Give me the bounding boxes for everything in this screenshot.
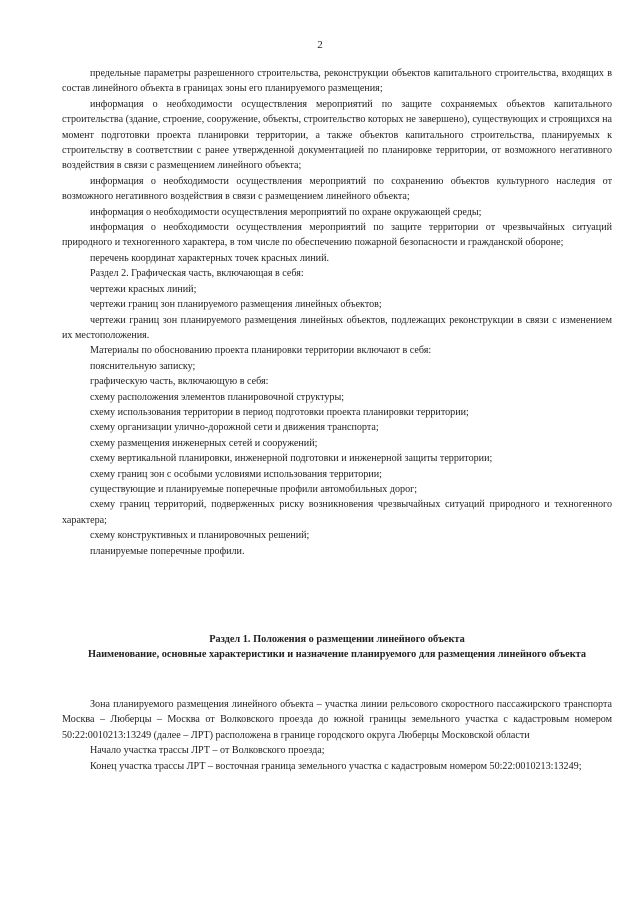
- paragraph: схему границ территорий, подверженных риску возникновения чрезвычайных ситуаций природного и техногенного характера;: [62, 499, 612, 526]
- page-number: 2: [317, 39, 323, 51]
- paragraph: чертежи красных линий;: [90, 283, 197, 295]
- paragraph: чертежи границ зон планируемого размещения линейных объектов, подлежащих реконструкции в связи с изменением их местоположения.: [62, 314, 612, 341]
- paragraph: Раздел 2. Графическая часть, включающая в себя:: [90, 268, 304, 280]
- paragraph: схему организации улично-дорожной сети и движения транспорта;: [90, 422, 379, 434]
- paragraph: графическую часть, включающую в себя:: [90, 376, 269, 388]
- paragraph: схему расположения элементов планировочной структуры;: [90, 391, 345, 403]
- paragraph: пояснительную записку;: [90, 360, 196, 372]
- section-heading: [62, 632, 612, 663]
- paragraph: информация о необходимости осуществления мероприятий по защите сохраняемых объектов капитального строительства (здание, строение, сооружение, объекты, строительство которых не завершено), существующих и строящихся на момент подготовки проекта планировки территории, а также объектов капитального строительства, планируемых к строительству в соответствии с ранее утвержденной документацией по планировке территории, от возможного негативного воздействия в связи с размещением линейного объекта;: [62, 98, 612, 172]
- paragraph: перечень координат характерных точек красных линий.: [90, 252, 329, 264]
- paragraph: планируемые поперечные профили.: [90, 545, 245, 557]
- paragraph: схему вертикальной планировки, инженерной подготовки и инженерной защиты территории;: [90, 453, 493, 465]
- paragraph: Материалы по обоснованию проекта планировки территории включают в себя:: [90, 345, 432, 357]
- paragraph: информация о необходимости осуществления мероприятий по сохранению объектов культурного наследия от возможного негативного воздействия в связи с размещением линейного объекта;: [62, 175, 612, 203]
- paragraph: Конец участка трассы ЛРТ – восточная граница земельного участка с кадастровым номером 50:22:0010213:13249;: [90, 760, 582, 772]
- paragraph: информация о необходимости осуществления мероприятий по защите территории от чрезвычайных ситуаций природного и техногенного характера, в том числе по обеспечению пожарной безопасности и гражданской обороне;: [62, 222, 612, 249]
- paragraph: информация о необходимости осуществления мероприятий по охране окружающей среды;: [90, 206, 482, 218]
- section-body-text: [62, 697, 612, 774]
- paragraph: схему использования территории в период подготовки проекта планировки территории;: [90, 406, 469, 418]
- paragraph: Начало участка трассы ЛРТ – от Волковского проезда;: [90, 745, 325, 757]
- paragraph: Зона планируемого размещения линейного объекта – участка линии рельсового скоростного пассажирского транспорта Москва – Люберцы – Москва от Волковского проезда до южной границы земельного участка с кадастровым номером 50:22:0010213:13249 (далее – ЛРТ) расположена в границе городского округа Люберцы Московской области: [62, 699, 612, 741]
- paragraph: схему размещения инженерных сетей и сооружений;: [90, 437, 318, 449]
- section-subtitle: Наименование, основные характеристики и назначение планируемого для размещения линейного объекта: [87, 649, 587, 661]
- paragraph: схему границ зон с особыми условиями использования территории;: [90, 468, 382, 480]
- body-text-block: [62, 66, 612, 559]
- section-title: Раздел 1. Положения о размещении линейного объекта: [209, 634, 465, 645]
- paragraph: предельные параметры разрешенного строительства, реконструкции объектов капитального строительства, входящих в состав линейного объекта в границах зоны его планируемого размещения;: [62, 68, 612, 95]
- paragraph: чертежи границ зон планируемого размещения линейных объектов;: [90, 299, 382, 311]
- paragraph: существующие и планируемые поперечные профили автомобильных дорог;: [90, 483, 418, 495]
- paragraph: схему конструктивных и планировочных решений;: [90, 530, 310, 542]
